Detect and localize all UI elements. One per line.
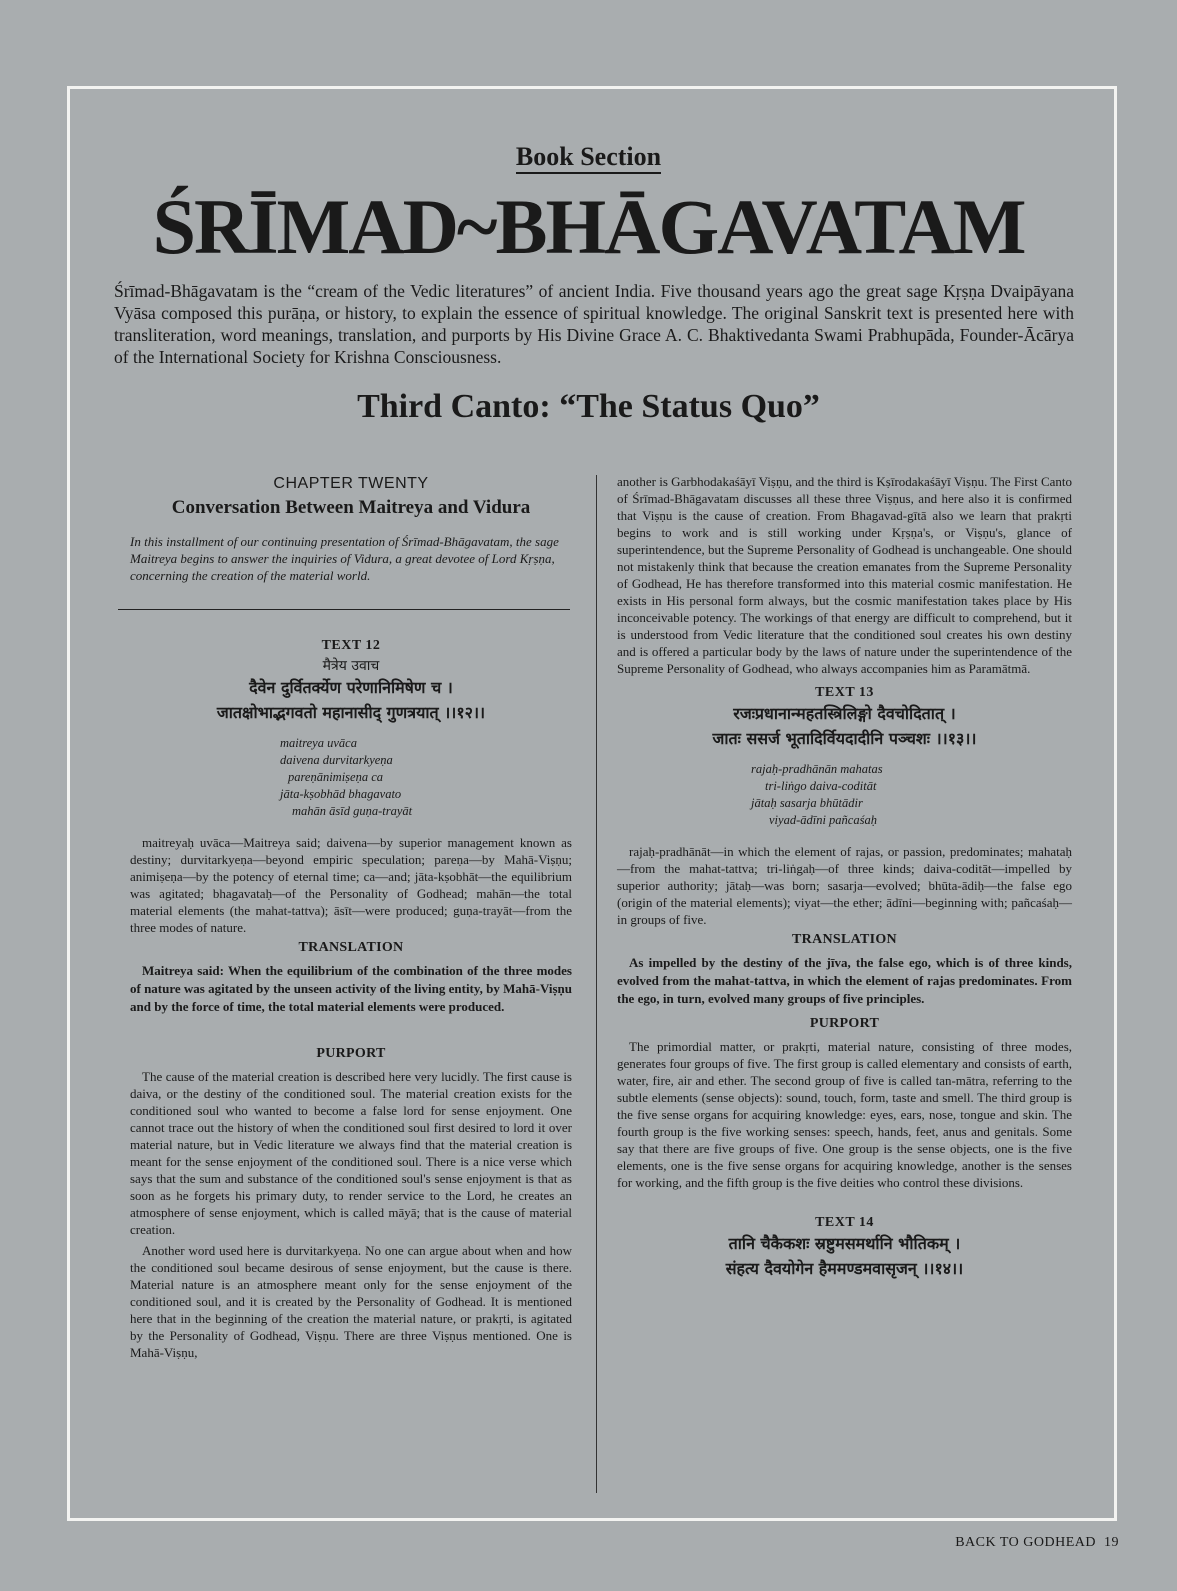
translit-line: jāta-kṣobhād bhagavato	[280, 787, 402, 801]
text-12-speaker: मैत्रेय उवाच	[322, 658, 380, 674]
text-13-transliteration	[751, 761, 1072, 829]
text-12-heading: TEXT 12	[321, 638, 381, 653]
text-13-heading: TEXT 13	[815, 685, 874, 700]
text-12-translation: Maitreya said: When the equilibrium of the combination of the three modes of nature was agitated by the unseen activity of the living entity, by Mahā-Viṣṇu and by the force of time, the total material elements were produced.	[130, 963, 573, 1014]
translit-line: tri-liṅgo daiva-coditāt	[765, 779, 877, 793]
horizontal-rule	[118, 609, 570, 610]
page-footer	[955, 1535, 1119, 1551]
installment-note: In this installment of our continuing presentation of Śrīmad-Bhāgavatam, the sage Maitreya begins to answer the inquiries of Vidura, a great devotee of Lord Kṛṣṇa, concerning the creation of the material world.	[130, 534, 559, 583]
column-divider	[596, 475, 597, 1493]
page-number: 19	[1104, 1535, 1119, 1550]
text-12-synonyms: maitreyaḥ uvāca—Maitreya said; daivena—by superior management known as destiny; durvitarkyeṇa—beyond empiric speculation; pareṇa—by Mahā-Viṣṇu; animiṣeṇa—by the potency of eternal time; ca—and; jāta-kṣobhāt—the equilibrium was agitated; bhagavataḥ—of the Personality of Godhead; mahān—the total material elements (the mahat-tattva); āsīt—were produced; guṇa-trayāt—from the three modes of nature.	[130, 835, 572, 935]
translit-line: daivena durvitarkyeṇa	[280, 753, 393, 767]
translit-line: rajaḥ-pradhānān mahatas	[751, 762, 883, 776]
right-column	[617, 473, 1072, 1281]
text-12-purport-heading: PURPORT	[316, 1046, 386, 1061]
text-13-synonyms: rajaḥ-pradhānāt—in which the element of rajas, or passion, predominates; mahataḥ—from the mahat-tattva; tri-liṅgaḥ—of three kinds; daiva-coditāt—impelled by superior authority; jātaḥ—was born; sasarja—evolved; bhūta-ādiḥ—the false ego (origin of the material elements); viyat—the ether; ādīni—beginning with; pañcaśaḥ—in groups of five.	[617, 844, 1072, 927]
chapter-number: CHAPTER TWENTY	[273, 475, 429, 492]
translit-line: pareṇānimiṣeṇa ca	[288, 770, 384, 784]
text-12-purport-paragraph-1: The cause of the material creation is described here very lucidly. The first cause is daiva, or the destiny of the conditioned soul. The material creation exists for the conditioned soul who wanted to become a false lord for sense enjoyment. One cannot trace out the history of when the conditioned soul first desired to lord it over material nature, but in Vedic literature we always find that the material creation is meant for the sense enjoyment of the conditioned soul. There is a nice verse which says that the sum and substance of the conditioned soul's sense enjoyment is that as soon as he forgets his primary duty, to render service to the Lord, he creates an atmosphere of sense enjoyment, which is called māyā; that is the cause of material creation.	[130, 1069, 572, 1237]
section-label: Book Section	[0, 142, 1177, 172]
chapter-title: Conversation Between Maitreya and Vidura	[171, 497, 531, 518]
text-12-devanagari-line-1: दैवेन दुर्वितर्क्येण परेणानिमिषेण च ।	[249, 678, 453, 697]
main-title: ŚRĪMAD~BHĀGAVATAM	[152, 183, 1025, 270]
text-14-devanagari-line-2: संहत्य दैवयोगेन हैममण्डमवासृजन् ।।१४।।	[725, 1259, 964, 1278]
text-14-heading: TEXT 14	[815, 1215, 874, 1230]
canto-title: Third Canto: “The Status Quo”	[357, 388, 820, 425]
intro-paragraph: Śrīmad-Bhāgavatam is the “cream of the Vedic literatures” of ancient India. Five thousand years ago the great sage Kṛṣṇa Dvaipāyana Vyāsa composed this purāṇa, or history, to explain the essence of spiritual knowledge. The original Sanskrit text is presented here with transliteration, word meanings, translation, and purports by His Divine Grace A. C. Bhaktivedanta Swami Prabhupāda, Founder-Ācārya of the International Society for Krishna Consciousness.	[114, 281, 1074, 367]
text-13-purport: The primordial matter, or prakṛti, material nature, consisting of three modes, generates four groups of five. The first group is called elementary and consists of earth, water, fire, air and ether. The second group of five is called tan-mātra, referring to the subtle elements (sense objects): sound, touch, form, taste and smell. The third group is the five sense organs for acquiring knowledge: eyes, ears, nose, tongue and skin. The fourth group is the five working senses: speech, hands, feet, anus and genitals. Some say that there are five groups of five. One group is the sense objects, one is the five elements, one is the five sense organs for acquiring knowledge, another is the senses for working, and the fifth group is the five deities who control these divisions.	[617, 1039, 1072, 1190]
text-12-purport-paragraph-2: Another word used here is durvitarkyeṇa. No one can argue about when and how the conditioned soul became desirous of sense enjoyment, but the cause is there. Material nature is an atmosphere meant only for the sense enjoyment of the conditioned soul, and it is created by the Personality of Godhead. It is mentioned here that in the beginning of the creation the material nature, or prakṛti, is agitated by the Personality of Godhead, Viṣṇu. There are three Viṣṇus mentioned. One is Mahā-Viṣṇu,	[130, 1243, 572, 1360]
text-12-translation-heading: TRANSLATION	[298, 940, 404, 955]
translit-line: viyad-ādīni pañcaśaḥ	[769, 813, 877, 827]
text-13-translation-heading: TRANSLATION	[792, 932, 897, 947]
text-12-devanagari-line-2: जातक्षोभाद्भगवतो महानासीद् गुणत्रयात् ।।१२।।	[216, 703, 486, 722]
translit-line: jātaḥ sasarja bhūtādir	[751, 796, 863, 810]
text-13-purport-heading: PURPORT	[809, 1016, 880, 1031]
purport-continued: another is Garbhodakaśāyī Viṣṇu, and the third is Kṣīrodakaśāyī Viṣṇu. The First Canto of Śrīmad-Bhāgavatam discusses all these three Viṣṇus, and here also it is confirmed that Viṣṇu is the cause of creation. From Bhagavad-gītā also we learn that prakṛti begins to work and is still working under Kṛṣṇa's, or Viṣṇu's, glance of superintendence, but the Supreme Personality of Godhead is unchangeable. One should not mistakenly think that because the creation emanates from the Supreme Personality of Godhead, He has therefore transformed into this material cosmic manifestation. He exists in His personal form always, but the cosmic manifestation takes place by His inconceivable potency. The workings of that energy are difficult to comprehend, but it is understood from Vedic literature that the conditioned soul creates his own destiny and is offered a particular body by the laws of nature under the superintendence of the Supreme Personality of Godhead, who always accompanies him as Paramātmā.	[617, 474, 1072, 676]
magazine-name: BACK TO GODHEAD	[955, 1535, 1096, 1550]
text-13-devanagari-line-2: जातः ससर्ज भूतादिर्वियदादीनि पञ्चशः ।।१३।।	[712, 729, 977, 748]
translit-line: mahān āsīd guṇa-trayāt	[292, 804, 413, 818]
text-13-translation: As impelled by the destiny of the jīva, the false ego, which is of three kinds, evolved from the mahat-tattva, in which the element of rajas predominates. From the ego, in turn, evolved many groups of five principles.	[617, 955, 1072, 1006]
text-12-transliteration	[280, 735, 572, 820]
left-column	[130, 473, 572, 1361]
translit-line: maitreya uvāca	[280, 736, 357, 750]
text-13-devanagari-line-1: रजःप्रधानान्महतस्त्रिलिङ्गो दैवचोदितात् ।	[733, 704, 956, 723]
text-14-devanagari-line-1: तानि चैकैकशः स्रष्टुमसमर्थानि भौतिकम् ।	[728, 1234, 961, 1253]
